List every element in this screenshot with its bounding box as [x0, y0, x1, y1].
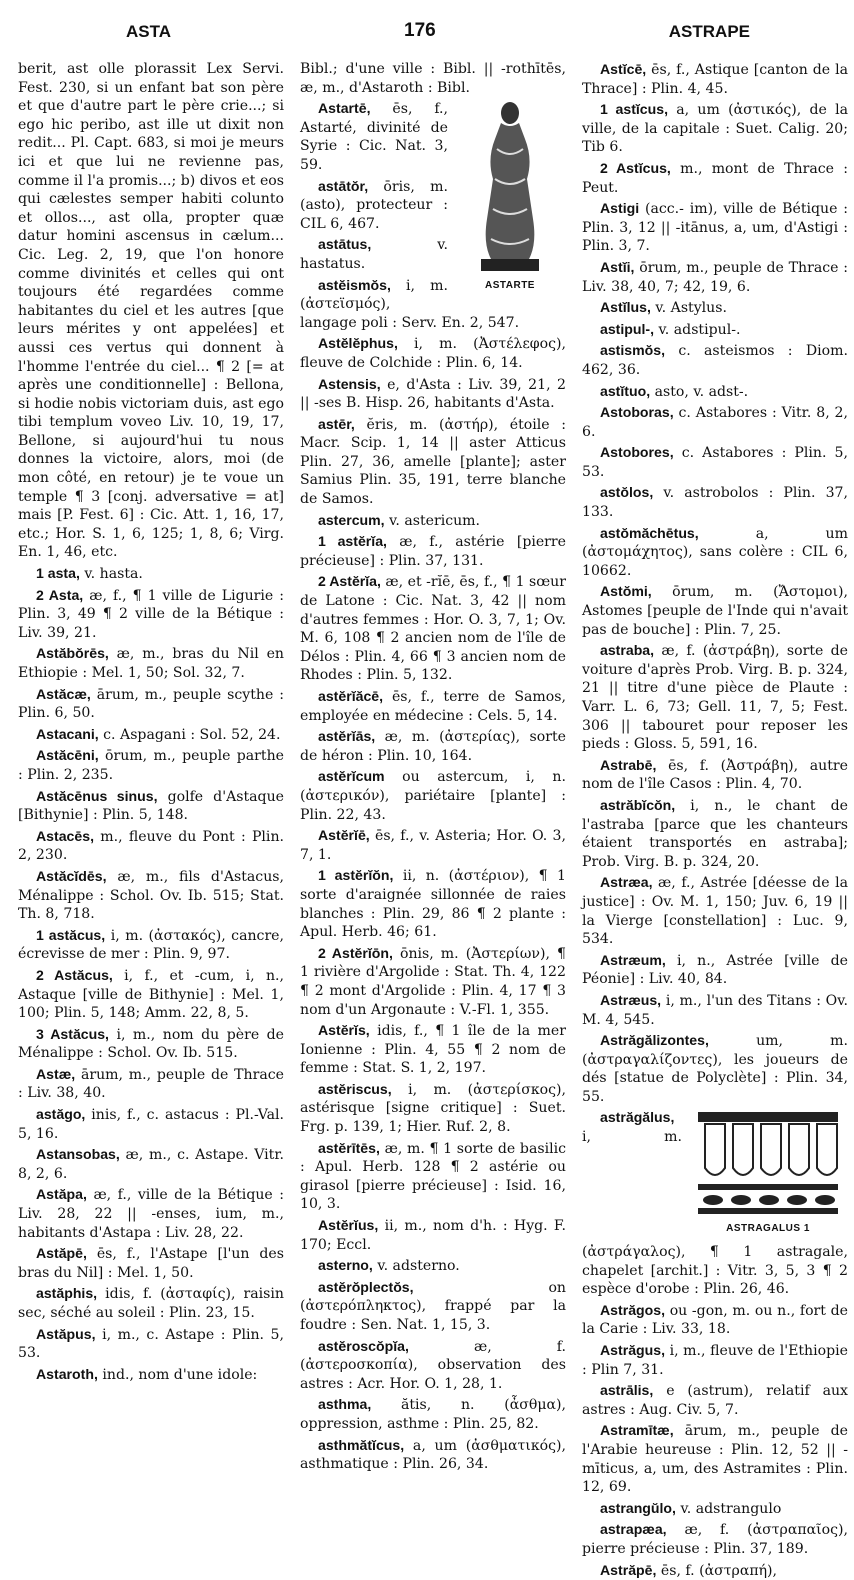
dictionary-entry: [18, 1185, 284, 1242]
dictionary-entry: [300, 1395, 566, 1433]
entry-headword: Astăpa,: [36, 1186, 87, 1203]
entry-headword: Astensis,: [318, 375, 381, 392]
entry-headword: Astobores,: [600, 444, 674, 461]
dictionary-entry: [18, 1365, 284, 1385]
entry-headword: astipul-,: [600, 320, 655, 337]
entry-headword: Astrabē,: [600, 756, 657, 773]
entry-definition: ou astercum, i, n. (ἀστερικόν), pariétaire [plante] : Plin. 22, 43.: [300, 769, 566, 823]
entry-headword: 2 Astĕrĭa,: [318, 573, 381, 590]
entry-headword: Astartē,: [318, 100, 371, 117]
entry-headword: Astacēs,: [36, 827, 94, 844]
dictionary-entry: [582, 951, 848, 989]
dictionary-entry: [582, 1301, 848, 1339]
entry-definition: v. astericum.: [389, 512, 481, 529]
entry-definition: v. astrobolos : Plin. 37, 133.: [582, 485, 848, 521]
entry-definition: v. Astylus.: [655, 300, 727, 317]
entry-definition: idis, f. (ἀσταφίς), raisin sec, séché au soleil : Plin. 23, 15.: [18, 1286, 284, 1321]
entry-definition: ōrum, m. (Ἄστομοι), Astomes [peuple de l'Inde qui n'avait pas de bouche] : Plin. 7, 25.: [582, 584, 849, 638]
entry-headword: Astŏmi,: [600, 583, 652, 600]
entry-definition: æ, f., ¶ 1 ville de Ligurie : Plin. 3, 49 ¶ 2 ville de la Bétique : Liv. 39, 21.: [18, 587, 284, 641]
entry-headword: Astăcēnus sinus,: [36, 787, 158, 804]
entry-definition: c. asteismos : Diom. 462, 36.: [582, 343, 848, 378]
entry-headword: Astăpus,: [36, 1325, 96, 1342]
entry-headword: astĕrĭās,: [318, 728, 376, 745]
entry-headword: astĕismŏs,: [318, 276, 391, 293]
dictionary-entry: [582, 582, 848, 639]
entry-definition: i, m. (ἀστακός), cancre, écrevisse de mer : Plin. 9, 97.: [18, 927, 285, 963]
entry-definition: um, m. (ἀστραγαλίζοντες), les joueurs de dés [statue de Polyclète] : Plin. 34, 55.: [582, 1033, 849, 1105]
entry-definition: a, um (ἀσθματικός), asthmatique : Plin. 26, 34.: [300, 1437, 567, 1473]
entry-headword: Astramītæ,: [600, 1422, 674, 1439]
entry-definition: æ, m., fils d'Astacus, Ménalippe : Schol. Ov. Ib. 515; Stat. Th. 8, 718.: [18, 868, 284, 923]
entry-headword: Astĕrĭs,: [318, 1022, 370, 1039]
entry-definition: ii, n. (ἀστέριον), ¶ 1 sorte d'araignée sillonnée de raies blanches : Plin. 29, 86 ¶ 2 plante : Apul. Herb. 46; 61.: [300, 868, 566, 941]
entry-headword: astātus,: [318, 236, 372, 253]
dictionary-entry: [300, 60, 566, 97]
entry-headword: Astĭi,: [600, 258, 635, 275]
dictionary-entry: [300, 334, 566, 372]
entry-definition: ēs, f., l'Astape [l'un des bras du Nil] : Mel. 1, 50.: [18, 1246, 285, 1281]
entry-definition: m., fleuve du Pont : Plin. 2, 230.: [18, 828, 285, 864]
entry-headword: astēr,: [318, 415, 355, 432]
entry-headword: 1 astĕrĭa,: [318, 533, 387, 550]
entry-definition: ou -gon, m. ou n., fort de la Carie : Liv. 33, 18.: [582, 1302, 848, 1338]
entry-headword: Astĕrĭus,: [318, 1217, 379, 1234]
entry-definition: c. Astabores : Plin. 5, 53.: [582, 445, 848, 480]
dictionary-entry: [18, 1105, 284, 1143]
entry-headword: asthma,: [318, 1396, 372, 1413]
entry-headword: Astĕrĭē,: [318, 827, 370, 844]
dictionary-entry: [18, 60, 284, 562]
entry-headword: astrangŭlo,: [600, 1499, 676, 1516]
column-1: [18, 60, 285, 1383]
entry-definition: i, f., et -cum, i, n., Astaque [ville de Bithynie] : Mel. 1, 100; Plin. 5, 148; Amm. 22, 8, 5.: [18, 967, 285, 1022]
dictionary-entry: [300, 767, 566, 824]
entry-headword: astātŏr,: [318, 177, 369, 194]
entry-definition: v. hasta.: [84, 566, 143, 583]
entry-definition: æ, f., ville de la Bétique : Liv. 28, 22 || -enses, ium, m., habitants d'Astapa : Liv. 28, 22.: [18, 1187, 285, 1241]
entry-definition: i, n., le chant de l'astraba [parce que les chanteurs étaient transportés en astraba]; Prob. Virg. B. p. 324, 20.: [582, 797, 848, 870]
entry-headword: Astĭlus,: [600, 299, 651, 316]
dictionary-entry: [18, 746, 284, 784]
entry-definition: ōnis, m. (Ἀστερίων), ¶ 1 rivière d'Argolide : Stat. Th. 4, 122 ¶ 2 mont d'Argolide : Plin. 4, 17 ¶ 3 nom d'un Argonaute : V.-Fl. 1, 355.: [300, 945, 566, 1018]
entry-headword: 2 Asta,: [36, 586, 84, 603]
entry-definition: i, m., fleuve de l'Ethiopie : Plin 7, 31.: [582, 1343, 848, 1378]
entry-headword: 1 astĭcus,: [600, 101, 669, 118]
entry-headword: Astræa,: [600, 874, 653, 891]
dictionary-entry: [300, 511, 566, 531]
entry-definition: golfe d'Astaque [Bithynie] : Plin. 5, 148.: [18, 788, 284, 824]
entry-definition: i, m., l'un des Titans : Ov. M. 4, 545.: [582, 992, 848, 1028]
dictionary-entry: [18, 1325, 284, 1363]
entry-definition: i, m. (ἀστράγαλος), ¶ 1 astragale, chapelet [archit.] : Vitr. 3, 5, 3 ¶ 2 espèce d'orobe : Plin. 26, 46.: [582, 1129, 848, 1298]
dictionary-entry: [300, 1080, 566, 1137]
dictionary-entry: [18, 564, 284, 584]
columns: [18, 60, 849, 1579]
page-number: 176: [404, 20, 436, 41]
entry-headword: Astaroth,: [36, 1365, 98, 1382]
entry-headword: Astăcæ,: [36, 685, 91, 702]
entry-definition: ārum, m., peuple de Thrace : Liv. 38, 40.: [18, 1066, 284, 1102]
entry-headword: astrālis,: [600, 1382, 654, 1399]
dictionary-entry: [300, 572, 566, 685]
entry-headword: Astansobas,: [36, 1146, 120, 1163]
astarte-statue-image: [467, 99, 553, 275]
entry-definition: æ, f., astérie [pierre précieuse] : Plin. 37, 131.: [300, 534, 566, 569]
dictionary-entry: [582, 1421, 848, 1496]
dictionary-entry: [582, 796, 848, 871]
entry-headword: 3 Astăcus,: [36, 1025, 109, 1042]
entry-headword: 2 Astăcus,: [36, 966, 113, 983]
dictionary-entry: [582, 443, 848, 481]
entry-definition: c. Aspagani : Sol. 52, 24.: [103, 726, 281, 743]
dictionary-entry: [18, 1145, 284, 1183]
entry-definition: on (ἀστερόπληκτος), frappé par la foudre : Sen. Nat. 1, 15, 3.: [300, 1279, 566, 1333]
entry-headword: Astrăgălizontes,: [600, 1032, 709, 1049]
entry-definition: asto, v. adst-.: [654, 383, 749, 400]
entry-definition: Bibl.; d'une ville : Bibl. || -rothītēs, æ, m., d'Astaroth : Bibl.: [300, 61, 566, 96]
dictionary-entry: [582, 873, 848, 948]
dictionary-entry: [300, 1256, 566, 1276]
dictionary-entry: [300, 1216, 566, 1254]
entry-definition: ĕris, m. (ἀστήρ), étoile : Macr. Scip. 1, 14 || aster Atticus Plin. 27, 36, amelle [plante]; aster Samius Plin. 35, 191, terre blanche de Samos.: [300, 416, 566, 508]
entry-definition: æ, f. (ἀστράβη), sorte de voiture d'après Prob. Virg. B. p. 324, 21 || titre d'une pièce de Plaute : Varr. L. 6, 73; Gell. 11, 7, 5; Fest. 306 || tabouret pour reposer les pieds : Gloss. 5, 591, 16.: [582, 643, 848, 753]
entry-headword: Astăcĭdēs,: [36, 867, 107, 884]
dictionary-entry: [18, 644, 284, 682]
dictionary-entry: [582, 60, 848, 98]
dictionary-entry: [582, 756, 848, 794]
entry-headword: Astoboras,: [600, 404, 674, 421]
entry-definition: v. adstipul-.: [658, 321, 741, 338]
entry-headword: Astrăpē,: [600, 1561, 657, 1578]
dictionary-entry: [582, 298, 848, 318]
entry-definition: æ, f. (ἀστεροσκοπία), observation des astres : Acr. Hor. O. 1, 28, 1.: [300, 1338, 567, 1392]
dictionary-entry: [18, 586, 284, 643]
entry-definition: i, m., c. Astape : Plin. 5, 53.: [18, 1326, 284, 1362]
dictionary-entry: [18, 1065, 284, 1103]
entry-headword: astĕrĭcum: [318, 768, 385, 785]
dictionary-entry: [300, 1278, 566, 1335]
entry-definition: ind., nom d'une idole:: [102, 1366, 258, 1383]
entry-definition: v. adstrangulo: [680, 1500, 782, 1517]
entry-definition: e, d'Asta : Liv. 39, 21, 2 || -ses B. Hisp. 26, habitants d'Asta.: [300, 376, 566, 412]
dictionary-entry: [18, 1244, 284, 1282]
dictionary-entry: [300, 532, 566, 570]
entry-definition: i, n., Astrée [ville de Péonie] : Liv. 40, 84.: [582, 952, 848, 988]
dictionary-entry: [300, 687, 566, 725]
entry-headword: astrăgălus,: [600, 1109, 675, 1126]
column-2: [300, 60, 567, 1473]
entry-headword: 1 astĕrĭŏn,: [318, 867, 394, 884]
dictionary-entry: [18, 1025, 284, 1063]
dictionary-entry: [18, 867, 284, 924]
dictionary-entry: [582, 403, 848, 441]
entry-definition: æ, m., bras du Nil en Ethiopie : Mel. 1, 50; Sol. 32, 7.: [18, 646, 284, 681]
entry-headword: 2 Astĕrĭōn,: [318, 944, 393, 961]
entry-headword: astrapæa,: [600, 1521, 667, 1538]
entry-definition: ēs, f., v. Asteria; Hor. O. 3, 7, 1.: [300, 828, 566, 863]
entry-definition: ēs, f., Astarté, divinité de Syrie : Cic. Nat. 3, 59.: [300, 101, 448, 173]
header-right-guideword: ASTRAPE: [668, 22, 750, 41]
entry-headword: astĕroscŏpĭa,: [318, 1337, 409, 1354]
dictionary-entry: [582, 199, 848, 256]
entry-headword: astŏlos,: [600, 484, 654, 501]
dictionary-entry: [18, 966, 284, 1023]
astragalus-figure: [688, 1108, 848, 1239]
dictionary-entry: [582, 159, 848, 197]
entry-definition: æ, m. (ἀστερίας), sorte de héron : Plin. 10, 164.: [300, 729, 566, 764]
entry-definition: æ, f., Astrée [déesse de la justice] : Ov. M. 1, 150; Juv. 6, 19 || la Vierge [constellation] : Luc. 9, 534.: [582, 875, 848, 948]
dictionary-entry: [300, 1139, 566, 1214]
dictionary-entry: [18, 685, 284, 723]
dictionary-entry: [300, 727, 566, 765]
dictionary-entry: [582, 341, 848, 379]
entry-definition: æ, m. ¶ 1 sorte de basilic : Apul. Herb. 128 ¶ 2 astérie ou girasol [pierre précieuse] : Isid. 16, 10, 3.: [300, 1140, 566, 1213]
dictionary-entry: [300, 944, 566, 1019]
astragalus-molding-image: [693, 1108, 843, 1218]
dictionary-entry: [582, 100, 848, 157]
entry-definition: v. adsterno.: [377, 1258, 460, 1275]
dictionary-entry: [582, 1520, 848, 1558]
astragalus-caption: ASTRAGALUS 1: [726, 1223, 810, 1235]
astarte-figure: [454, 99, 566, 296]
entry-headword: Astræum,: [600, 951, 666, 968]
dictionary-entry: [300, 1436, 566, 1474]
entry-definition: ōris, m. (asto), protecteur : CIL 6, 467.: [300, 178, 448, 232]
entry-headword: 1 asta,: [36, 565, 80, 582]
entry-definition: (acc.- im), ville de Bétique : Plin. 3, 12 || -itānus, a, um, d'Astigi : Plin. 3, 7.: [582, 201, 848, 255]
entry-definition: c. Astabores : Vitr. 8, 2, 6.: [582, 405, 849, 440]
entry-definition: ēs, f., Astique [canton de la Thrace] : Plin. 4, 45.: [582, 62, 848, 97]
entry-headword: astrăbĭcŏn,: [600, 796, 676, 813]
entry-headword: Astăcēni,: [36, 747, 99, 764]
entry-definition: æ, m., c. Astape. Vitr. 8, 2, 6.: [18, 1147, 284, 1182]
entry-definition: m., mont de Thrace : Peut.: [582, 160, 849, 196]
entry-headword: Astrăgos,: [600, 1301, 666, 1318]
entry-headword: astĭtuo,: [600, 382, 651, 399]
entry-headword: asthmătĭcus,: [318, 1436, 405, 1453]
entry-headword: Astigi: [600, 200, 640, 217]
entry-definition: ēs, f. (Ἀστράβη), autre nom de l'île Casos : Plin. 4, 70.: [582, 757, 848, 793]
entry-definition: i, m. (ἀστεϊσμός), langage poli : Serv. En. 2, 547.: [300, 277, 520, 331]
entry-headword: astismŏs,: [600, 342, 666, 359]
entry-definition: ārum, m., peuple scythe : Plin. 6, 50.: [18, 686, 284, 722]
entry-headword: astĕriscus,: [318, 1080, 392, 1097]
dictionary-entry: [582, 1381, 848, 1419]
page-header: [0, 14, 854, 44]
entry-definition: e (astrum), relatif aux astres : Aug. Civ. 5, 7.: [582, 1383, 848, 1418]
dictionary-entry: [300, 866, 566, 941]
entry-headword: astŏmăchētus,: [600, 524, 699, 541]
header-left-guideword: ASTA: [126, 22, 172, 41]
entry-definition: idis, f., ¶ 1 île de la mer Ionienne : Plin. 4, 55 ¶ 2 nom de femme : Stat. S. 1, 2, 197.: [300, 1023, 566, 1077]
entry-definition: ōrum, m., peuple parthe : Plin. 2, 235.: [18, 748, 284, 783]
column-3: [582, 60, 849, 1579]
astarte-caption: ASTARTE: [485, 280, 535, 292]
entry-definition: v. hastatus.: [300, 237, 448, 272]
entry-definition: berit, ast olle plorassit Lex Servi. Fest. 230, si un enfant bat son père et que d'autre part le père crie...; si ego hic peribo, ast ille ut dixit non redit... Pl. Capt. 683, si moi je meurs ici et que lui ne revienne pas, comme il l'a promis...; b) divos et eos qui cælestes semper habiti colunto et ollos..., ast olla, propter quæ datur homini ascensus in cælum... Cic. Leg. 2, 19, que l'on honore comme divinités et celles qui ont toujours été regardées comme habitantes du ciel et les autres [que leurs mérites y ont appelées] et aussi ces vertus qui donnent à l'homme l'entrée du ciel... ¶ 2 [= at après une conditionnelle] : Bellona, si hodie nobis victoriam duis, ast ego tibi templum voveo Liv. 10, 19, 17, Bellone, si aujourd'hui tu nous donnes la victoire, alors, moi (de mon côté, en retour) je te voue un temple ¶ 3 [conj. adversative = at] mais [P. Fest. 6] : Cic. Att. 1, 16, 17, etc.; Hor. S. 1, 6, 125; 1, 8, 6; Virg. En. 1, 46, etc.: [18, 61, 284, 561]
dictionary-entry: [582, 320, 848, 340]
dictionary-entry: [582, 1341, 848, 1379]
entry-definition: i, m. (ἀστερίσκος), astérisque [signe critique] : Suet. Frg. p. 139, 1; Hier. Ruf. 2, 8.: [300, 1081, 567, 1136]
entry-headword: astercum,: [318, 511, 385, 528]
dictionary-entry: [582, 524, 848, 581]
entry-definition: inis, f., c. astacus : Pl.-Val. 5, 16.: [18, 1107, 284, 1142]
dictionary-entry: [582, 483, 848, 521]
entry-definition: a, um (ἀστικός), de la ville, de la capitale : Suet. Calig. 20; Tib 6.: [582, 102, 848, 156]
entry-definition: a, um (ἀστομάχητος), sans colère : CIL 6, 10662.: [582, 525, 848, 579]
dictionary-entry: [18, 926, 284, 964]
entry-definition: ārum, m., peuple de l'Arabie heureuse : Plin. 12, 52 || -mīticus, a, um, des Astramites : Plin. 12, 69.: [582, 1423, 848, 1496]
entry-definition: i, m., nom du père de Ménalippe : Schol. Ov. Ib. 515.: [18, 1026, 284, 1062]
dictionary-entry: [300, 1021, 566, 1078]
dictionary-entry: [18, 725, 284, 745]
entry-headword: astĕrĭăcē,: [318, 688, 384, 704]
dictionary-entry: [582, 1031, 848, 1106]
dictionary-entry: [582, 382, 848, 402]
entry-definition: ōrum, m., peuple de Thrace : Liv. 38, 40, 7; 42, 19, 6.: [582, 259, 849, 295]
dictionary-entry: [582, 991, 848, 1029]
entry-definition: i, m. (Ἀστέλεφος), fleuve de Colchide : Plin. 6, 14.: [300, 336, 566, 371]
dictionary-entry: [582, 641, 848, 754]
entry-headword: astraba,: [600, 642, 655, 659]
dictionary-entry: [18, 1284, 284, 1322]
entry-headword: 2 Astĭcus,: [600, 159, 671, 176]
entry-headword: Astacani,: [36, 725, 99, 742]
entry-definition: æ, f. (ἀστραπαῖος), pierre précieuse : Plin. 37, 189.: [582, 1522, 849, 1557]
entry-headword: astăphis,: [36, 1285, 98, 1302]
entry-headword: Astrăgus,: [600, 1342, 666, 1359]
dictionary-entry: [300, 826, 566, 864]
entry-definition: ătis, n. (ἆσθμα), oppression, asthme : Plin. 25, 82.: [300, 1397, 566, 1432]
entry-headword: astĕrītēs,: [318, 1139, 380, 1156]
dictionary-entry: [582, 1499, 848, 1519]
entry-headword: Astĕlĕphus,: [318, 335, 398, 352]
entry-definition: ii, m., nom d'h. : Hyg. F. 170; Eccl.: [300, 1218, 566, 1253]
entry-headword: astĕrŏplectŏs,: [318, 1278, 414, 1295]
entry-headword: Astæ,: [36, 1065, 76, 1082]
dictionary-entry: [300, 1337, 566, 1394]
entry-headword: 1 astăcus,: [36, 926, 106, 943]
entry-headword: Astĭcē,: [600, 61, 647, 77]
entry-definition: æ, et -rĭē, ēs, f., ¶ 1 sœur de Latone : Cic. Nat. 3, 42 || nom d'autres femmes : Hor. O. 3, 7, 1; Ov. M. 6, 108 ¶ 2 ancien nom de l'île de Délos : Plin. 4, 66 ¶ 3 ancien nom de Rhodes : Plin. 5, 132.: [300, 574, 566, 684]
entry-definition: ēs, f. (ἀστραπή),: [660, 1562, 778, 1579]
dictionary-entry: [582, 258, 848, 296]
entry-headword: astăgo,: [36, 1106, 86, 1123]
dictionary-entry: [18, 827, 284, 865]
dictionary-entry: [582, 1561, 848, 1580]
dictionary-entry: [18, 787, 284, 825]
dictionary-entry: [300, 375, 566, 413]
entry-headword: Astăpē,: [36, 1245, 87, 1262]
entry-definition: ēs, f., terre de Samos, employée en médecine : Cels. 5, 14.: [300, 689, 566, 724]
dictionary-entry: [300, 415, 566, 509]
entry-headword: Astræus,: [600, 991, 662, 1008]
entry-headword: asterno,: [318, 1257, 373, 1274]
entry-headword: Astăbŏrēs,: [36, 645, 109, 662]
